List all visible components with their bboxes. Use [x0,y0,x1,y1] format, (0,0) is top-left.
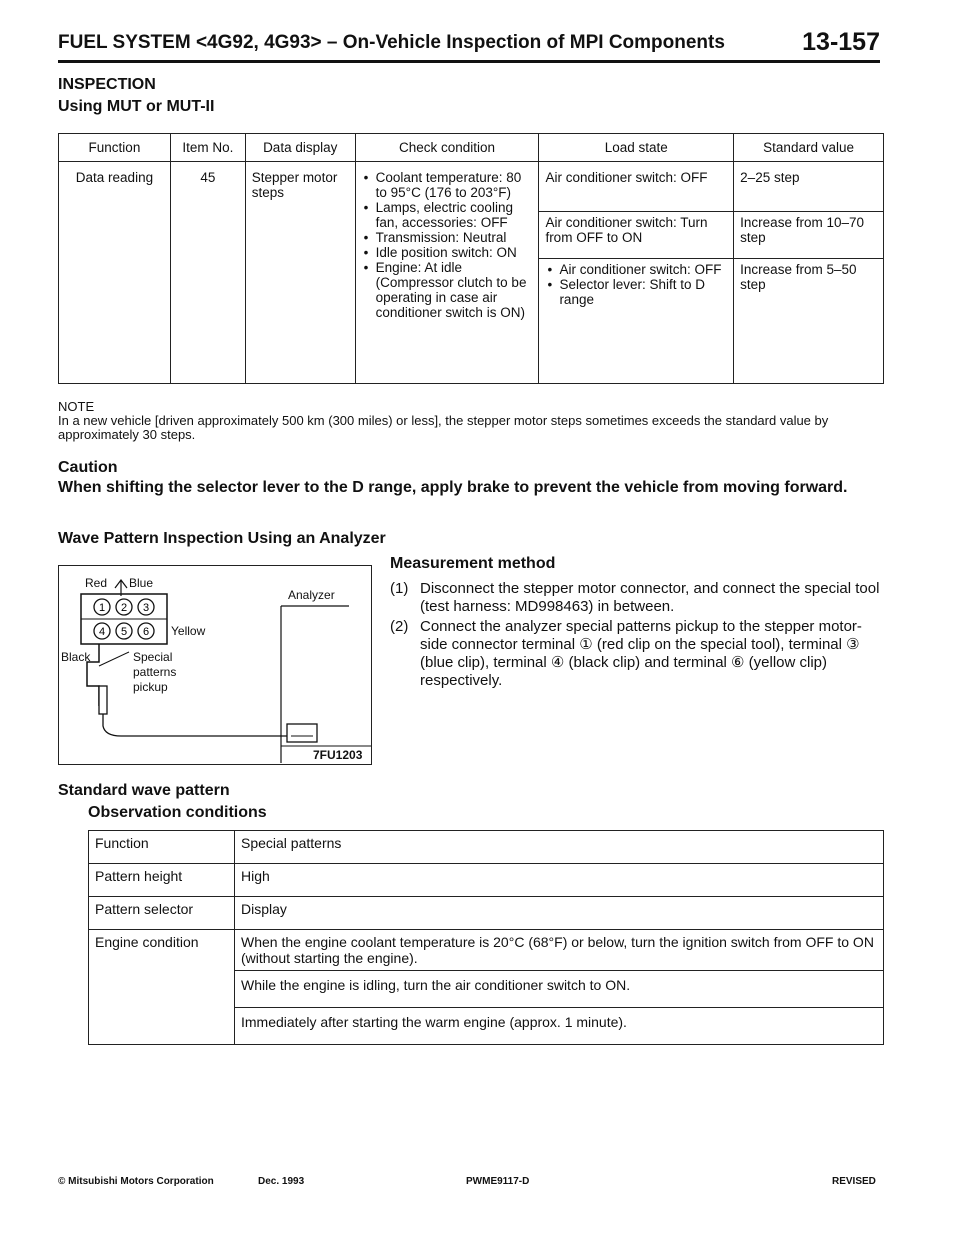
pickup-label: pickup [133,680,168,694]
obs-value-cell: Immediately after starting the warm engine (approx. 1 minute). [235,1008,884,1045]
pin-label: 1 [98,602,106,614]
obs-label-cell: Function [89,831,235,864]
step-number: (2) [390,618,409,635]
footer-date: Dec. 1993 [258,1176,305,1187]
column-header: Data display [245,134,355,162]
obs-value-cell: While the engine is idling, turn the air conditioner switch to ON. [235,971,884,1008]
table-row [89,930,884,971]
data-display-cell: Stepper motor steps [245,162,355,384]
list-item: • Air conditioner switch: OFF [545,262,727,277]
footer-copyright: © Mitsubishi Motors Corporation [58,1176,214,1187]
yellow-label: Yellow [171,624,206,638]
obs-label-cell: Pattern selector [89,897,235,930]
list-item: • Transmission: Neutral [362,230,533,245]
obs-label-cell: Pattern height [89,864,235,897]
column-header: Item No. [170,134,245,162]
column-header: Standard value [734,134,884,162]
standard-value-cell: Increase from 10–70 step [734,212,884,259]
obs-value-cell: When the engine coolant temperature is 20°C (68°F) or below, turn the ignition switch from OFF to ON (without starting the engine). [235,930,884,971]
red-label: Red [85,576,108,590]
page-title: FUEL SYSTEM <4G92, 4G93> – On-Vehicle Inspection of MPI Components [58,32,725,53]
item-no-cell: 45 [170,162,245,384]
measurement-heading: Measurement method [390,555,556,572]
note-block [58,400,888,442]
check-condition-cell [355,162,539,384]
standard-value-cell: Increase from 5–50 step [734,259,884,384]
standard-wave-heading: Standard wave pattern [58,782,230,799]
analyzer-plug [287,724,317,742]
table-header-row [59,134,884,162]
list-item: • Lamps, electric cooling fan, accessories: OFF [362,200,533,230]
list-item: • Engine: At idle (Compressor clutch to be operating in case air conditioner switch is ON) [362,260,533,320]
obs-value-cell: Special patterns [235,831,884,864]
function-cell: Data reading [59,162,171,384]
column-header: Check condition [355,134,539,162]
step-text: Disconnect the stepper motor connector, and connect the special tool (test harness: MD998463) in between. [420,580,880,615]
analyzer-label: Analyzer [288,588,335,602]
blue-label: Blue [129,576,154,590]
section-subheading: Using MUT or MUT-II [58,98,215,115]
observation-table [88,830,884,1045]
page-header [58,30,880,63]
table-row [89,864,884,897]
caution-text: When shifting the selector lever to the D range, apply brake to prevent the vehicle from moving forward. [58,479,848,496]
obs-value-cell: High [235,864,884,897]
observation-heading: Observation conditions [88,804,267,821]
connection-figure [58,565,372,765]
table-row [59,162,884,212]
list-item [390,580,882,616]
wave-section-heading: Wave Pattern Inspection Using an Analyzer [58,530,386,547]
load-state-cell: Air conditioner switch: OFF [539,162,734,212]
pin-label: 4 [98,626,106,638]
column-header: Function [59,134,171,162]
obs-value-cell: Display [235,897,884,930]
list-item: • Selector lever: Shift to D range [545,277,727,307]
step-text: Connect the analyzer special patterns pickup to the stepper motor-side connector terminal ① (red clip on the special tool), terminal ③ (blue clip), terminal ④ (black clip) and terminal ⑥ (yellow clip) respectively. [420,618,862,689]
figure-code: 7FU1203 [313,748,363,762]
caution-label: Caution [58,459,118,476]
column-header: Load state [539,134,734,162]
note-label: NOTE [58,399,95,414]
load-state-cell [539,259,734,384]
note-text: In a new vehicle [driven approximately 500 km (300 miles) or less], the stepper motor steps sometimes exceeds the standard value by approximately 30 steps. [58,413,829,442]
table-row [89,897,884,930]
load-state-list [545,262,727,307]
footer-code: PWME9117-D [466,1176,530,1187]
obs-label-cell: Engine condition [89,930,235,1045]
mut-data-table [58,133,884,384]
step-number: (1) [390,580,409,597]
black-label: Black [61,650,91,664]
patterns-label: patterns [133,665,177,679]
caution-block [58,458,888,498]
pickup-cable [103,714,287,736]
check-condition-list [362,170,533,320]
measurement-steps [390,580,882,692]
list-item: • Coolant temperature: 80 to 95°C (176 to 203°F) [362,170,533,200]
pin-label: 5 [120,626,128,638]
standard-value-cell: 2–25 step [734,162,884,212]
list-item [390,618,882,690]
special-label: Special [133,650,173,664]
page-number: 13-157 [802,28,880,56]
section-heading: INSPECTION [58,76,156,93]
pin-label: 2 [120,602,128,614]
list-item: • Idle position switch: ON [362,245,533,260]
pin-label: 6 [142,626,150,638]
table-row [89,831,884,864]
pin-label: 3 [142,602,150,614]
load-state-cell: Air conditioner switch: Turn from OFF to ON [539,212,734,259]
footer-status: REVISED [832,1176,876,1187]
